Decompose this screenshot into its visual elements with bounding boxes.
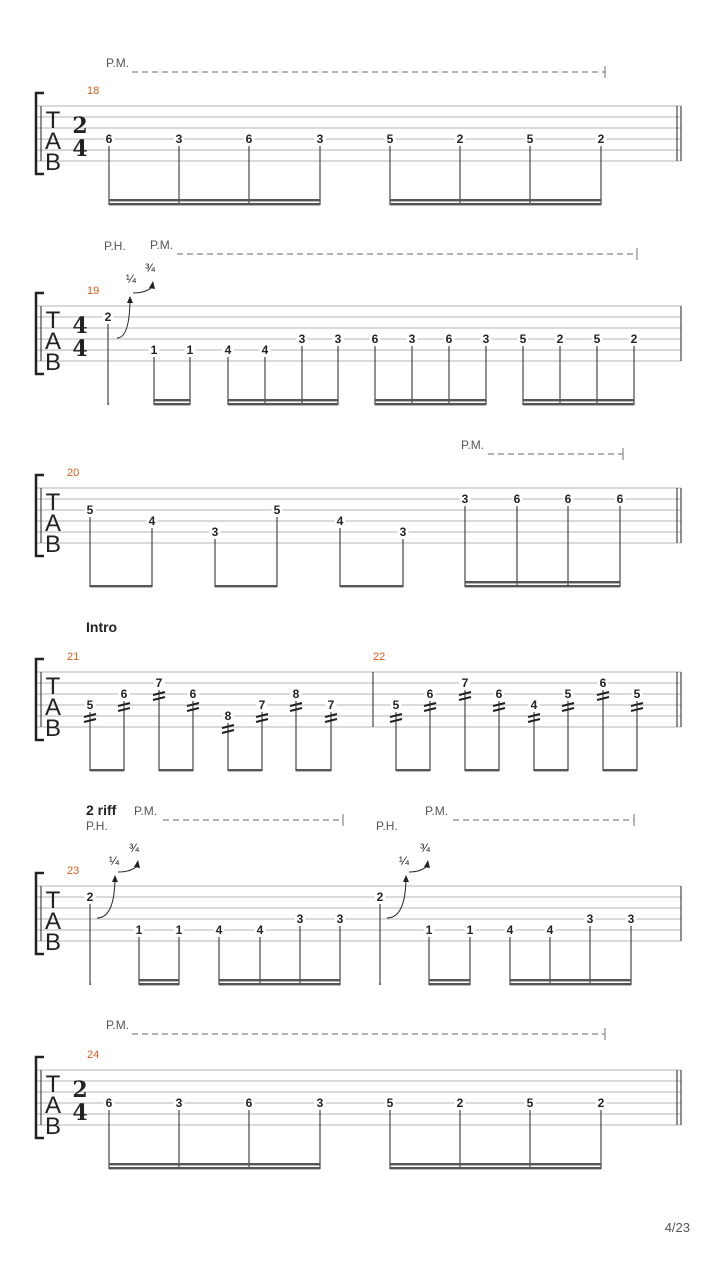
fret-number: 2 [456, 132, 464, 146]
note-beam [510, 979, 631, 981]
fret-number: 5 [392, 698, 400, 712]
fret-number: 1 [425, 923, 433, 937]
fret-number: 6 [189, 687, 197, 701]
palm-mute-label: P.M. [461, 438, 485, 452]
measure-number: 23 [67, 865, 80, 877]
fret-number: 4 [261, 343, 269, 357]
fret-number: 5 [526, 132, 534, 146]
tab-letter: B [44, 929, 62, 956]
tab-letter: T [45, 1071, 61, 1098]
note-beam [396, 769, 430, 771]
tab-letter: A [44, 128, 62, 155]
fret-number: 5 [593, 332, 601, 346]
fret-number: 5 [86, 503, 94, 517]
note-beam [109, 1167, 320, 1169]
fret-number: 6 [513, 492, 521, 506]
fret-number: 2 [597, 1096, 605, 1110]
system-bracket [36, 873, 44, 954]
fret-number: 6 [105, 132, 113, 146]
palm-mute-label: P.M. [134, 804, 158, 818]
note-beam [296, 769, 331, 771]
fret-number: 2 [86, 890, 94, 904]
fret-number: 3 [586, 912, 594, 926]
note-beam [219, 983, 340, 985]
fret-number: 3 [399, 525, 407, 539]
measure-number: 22 [373, 651, 386, 663]
fret-number: 2 [630, 332, 638, 346]
fret-number: 5 [86, 698, 94, 712]
fret-number: 8 [292, 687, 300, 701]
fret-number: 5 [386, 1096, 394, 1110]
fret-number: 3 [296, 912, 304, 926]
fret-number: 7 [258, 698, 266, 712]
note-beam [390, 203, 601, 205]
note-beam [154, 403, 190, 405]
palm-mute-label: P.M. [106, 1018, 130, 1032]
note-beam [90, 769, 124, 771]
note-beam [523, 403, 634, 405]
section-label: Intro [86, 619, 118, 635]
note-beam [465, 581, 620, 583]
fret-number: 6 [495, 687, 503, 701]
fret-number: 2 [456, 1096, 464, 1110]
note-beam [340, 585, 403, 587]
pinch-harmonic-label: P.H. [104, 239, 126, 253]
system-bracket [36, 475, 44, 556]
measure-number: 19 [87, 285, 100, 297]
note-beam [228, 769, 262, 771]
bend-amount-three-quarter: ¾ [144, 261, 156, 275]
fret-number: 5 [633, 687, 641, 701]
tab-letter: A [44, 328, 62, 355]
measure-number: 21 [67, 651, 80, 663]
fret-number: 6 [564, 492, 572, 506]
bend-arrow [127, 296, 133, 303]
fret-number: 7 [155, 676, 163, 690]
note-beam [159, 769, 193, 771]
note-beam [375, 399, 486, 401]
time-signature-top: 2 [72, 113, 88, 139]
tab-letter: T [45, 307, 61, 334]
bend-amount-quarter: ¼ [125, 272, 137, 286]
bend-release-arrow [149, 281, 155, 289]
tab-letter: A [44, 1092, 62, 1119]
fret-number: 5 [273, 503, 281, 517]
note-beam [429, 983, 470, 985]
measure-number: 20 [67, 467, 80, 479]
fret-number: 3 [316, 132, 324, 146]
notation-marks [36, 56, 681, 1169]
fret-number: 4 [224, 343, 232, 357]
note-beam [219, 979, 340, 981]
fret-number: 1 [186, 343, 194, 357]
fret-number: 5 [564, 687, 572, 701]
fret-number: 4 [530, 698, 538, 712]
fret-number: 6 [245, 132, 253, 146]
fret-number: 3 [408, 332, 416, 346]
fret-number: 4 [336, 514, 344, 528]
palm-mute-label: P.M. [425, 804, 449, 818]
staff-lines [36, 106, 681, 1125]
fret-number: 3 [175, 1096, 183, 1110]
pinch-harmonic-label: P.H. [86, 819, 108, 833]
tab-letter: T [45, 489, 61, 516]
note-beam [154, 399, 190, 401]
fret-number: 6 [120, 687, 128, 701]
fret-number: 6 [371, 332, 379, 346]
fret-number: 5 [526, 1096, 534, 1110]
note-beam [139, 979, 179, 981]
fret-number: 1 [150, 343, 158, 357]
note-beam [228, 399, 338, 401]
bend-amount-quarter: ¼ [108, 854, 120, 868]
note-beam [390, 1167, 601, 1169]
fret-number: 3 [461, 492, 469, 506]
fret-number: 4 [148, 514, 156, 528]
tab-letter: T [45, 673, 61, 700]
fret-number: 1 [175, 923, 183, 937]
bend-release-arrow [424, 860, 430, 868]
note-beam [215, 585, 277, 587]
tab-letter: A [44, 510, 62, 537]
bend-arrow [403, 875, 409, 882]
note-beam [429, 979, 470, 981]
fret-number: 5 [386, 132, 394, 146]
note-beam [390, 199, 601, 201]
fret-number: 3 [175, 132, 183, 146]
fret-number: 8 [224, 709, 232, 723]
system-bracket [36, 659, 44, 740]
fret-number: 6 [105, 1096, 113, 1110]
fret-number: 1 [466, 923, 474, 937]
tab-letter: B [44, 715, 62, 742]
fret-number: 2 [556, 332, 564, 346]
fret-number: 2 [376, 890, 384, 904]
tab-letter: A [44, 694, 62, 721]
tab-letter: T [45, 887, 61, 914]
fret-number: 7 [327, 698, 335, 712]
note-beam [228, 403, 338, 405]
note-beam [390, 1163, 601, 1165]
note-beam [109, 199, 320, 201]
tab-letter: A [44, 908, 62, 935]
tab-letter: B [44, 1113, 62, 1140]
fret-number: 3 [482, 332, 490, 346]
fret-number: 2 [597, 132, 605, 146]
bend-amount-three-quarter: ¾ [128, 841, 140, 855]
note-beam [534, 769, 568, 771]
tab-letter: B [44, 149, 62, 176]
note-beam [139, 983, 179, 985]
system-bracket [36, 93, 44, 174]
time-signature-bottom: 4 [72, 1100, 88, 1126]
measure-number: 18 [87, 85, 100, 97]
note-beam [109, 203, 320, 205]
fret-number: 3 [334, 332, 342, 346]
bend-release-arrow [134, 860, 140, 868]
section-label: 2 riff [86, 802, 117, 818]
fret-number: 4 [215, 923, 223, 937]
fret-number: 4 [506, 923, 514, 937]
bend-amount-three-quarter: ¾ [419, 841, 431, 855]
bend-arrow [112, 875, 118, 882]
note-beam [523, 399, 634, 401]
fret-number: 6 [426, 687, 434, 701]
fret-number: 4 [546, 923, 554, 937]
time-signature-top: 2 [72, 1077, 88, 1103]
note-beam [109, 1163, 320, 1165]
measure-number: 24 [87, 1049, 100, 1061]
fret-number: 1 [135, 923, 143, 937]
fret-number: 6 [616, 492, 624, 506]
time-signature-bottom: 4 [72, 336, 88, 362]
page-number: 4/23 [664, 1220, 690, 1235]
fret-number: 3 [627, 912, 635, 926]
note-beam [603, 769, 637, 771]
tab-letter: B [44, 349, 62, 376]
fret-number: 5 [519, 332, 527, 346]
tab-letter: B [44, 531, 62, 558]
note-beam [375, 403, 486, 405]
system-bracket [36, 1057, 44, 1138]
fret-number: 6 [245, 1096, 253, 1110]
fret-number: 6 [599, 676, 607, 690]
note-beam [465, 585, 620, 587]
note-beam [465, 769, 499, 771]
fret-number: 7 [461, 676, 469, 690]
time-signature-top: 4 [72, 313, 88, 339]
tab-letter: T [45, 107, 61, 134]
fret-number: 2 [104, 310, 112, 324]
note-beam [90, 585, 152, 587]
fret-number: 3 [336, 912, 344, 926]
bend-amount-quarter: ¼ [398, 854, 410, 868]
palm-mute-label: P.M. [106, 56, 130, 70]
fret-number: 4 [256, 923, 264, 937]
fret-number: 6 [445, 332, 453, 346]
palm-mute-label: P.M. [150, 238, 174, 252]
note-beam [510, 983, 631, 985]
pinch-harmonic-label: P.H. [376, 819, 398, 833]
system-bracket [36, 293, 44, 374]
fret-number: 3 [211, 525, 219, 539]
fret-number: 3 [316, 1096, 324, 1110]
fret-number: 3 [298, 332, 306, 346]
time-signature-bottom: 4 [72, 136, 88, 162]
